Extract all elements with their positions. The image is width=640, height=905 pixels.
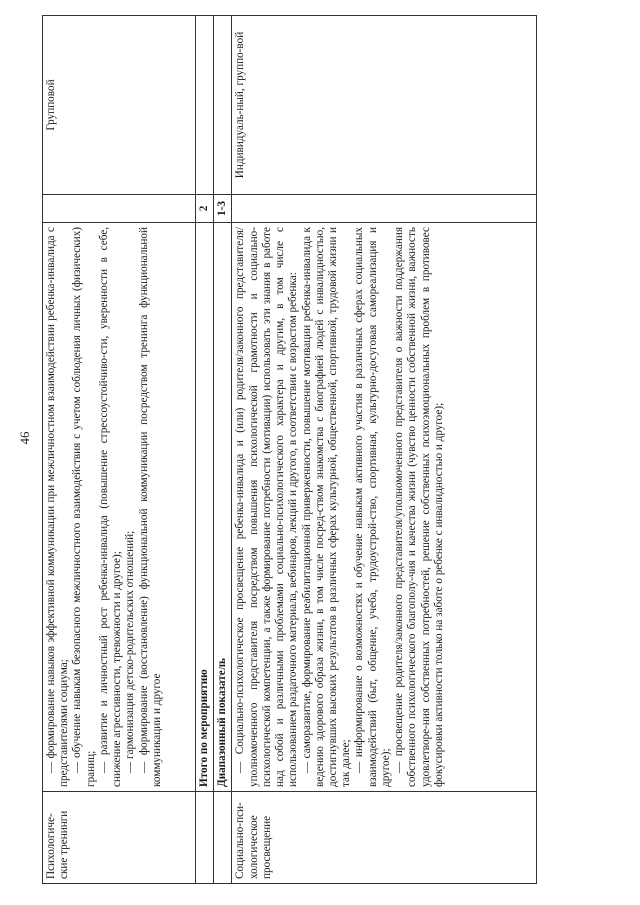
service-name-cell: Психологиче-ские тренинги: [43, 792, 196, 884]
list-item: — Социально-психологическое просвещение ребенка-инвалида и (или) родителя/законного представителя/уполномоченного представителя посредством повышения психологической грамотности и социально-психологической компетенции, а также формирование потребности (мотивации) использовать эти знания в работе над собой и различными проблемами социально-психологического характера и другим, в том числе с использованием раздаточного материала, вебинаров, лекций и другого, в соответствии с возрастом ребенка:: [234, 227, 300, 787]
list-item: — формирование навыков эффективной коммуникации при межличностном взаимодействии ребенка-инвалида с представителями социума;: [45, 227, 71, 787]
list-item: — просвещение родителя/законного представителя/уполномоченного представителя о важности поддержания собственного психологического благополу-чия и качества жизни (чувство ценности собственной жизни, важность удовлетворе-ния собственных потребностей, решение собственных психоэмоциональных проблем в противовес фокусировки активности только на заботе о ребенке с инвалидностью и другое);: [393, 227, 445, 787]
table-row: [232, 16, 537, 884]
list-item: — обучение навыкам безопасного межличностного взаимодействия с учетом соблюдения личных (физических) границ;: [71, 227, 97, 787]
rotated-document-table: [42, 31, 597, 884]
empty-cell: [214, 792, 232, 884]
total-value: 2: [196, 195, 214, 223]
rehabilitation-table: [42, 15, 537, 884]
form-cell: Индивидуаль-ный, группо-вой: [232, 16, 537, 195]
list-item: — саморазвитие, формирование реабилитационной приверженности, повышение мотивации ребенка-инвалида к ведению здорового образа жизни, в том числе посред-ством знакомства с биографией людей с инвалидностью, достигнувших высоких результатов в различных сферах культурной, общественной, спортивной, трудовой жизни и так далее;: [300, 227, 353, 787]
service-name-cell: Социально-пси-хологическое просвещение: [232, 792, 537, 884]
range-value: 1-3: [214, 195, 232, 223]
table-row: [214, 16, 232, 884]
count-cell: [43, 195, 196, 223]
list-item: — развитие и личностный рост ребенка-инвалида (повышение стрессоустойчиво-сти, уверенности в себе, снижение агрессивности, тревожности и другое);: [97, 227, 124, 787]
page-number: 46: [17, 431, 32, 445]
range-label: Диапазонный показатель: [214, 223, 232, 792]
content-cell: [43, 223, 196, 792]
count-cell: [232, 195, 537, 223]
list-item: — информирование о возможностях и обучение навыкам активного участия в различных сферах социальных взаимодействий (быт, общение, учеба, трудоустрой-ство, спортивная, культурно-досуговая самореализация и другое);: [353, 227, 392, 787]
table-row: [43, 16, 196, 884]
list-item: — гармонизация детско-родительских отношений;: [124, 530, 137, 773]
form-cell: Групповой: [43, 16, 196, 195]
total-label: Итого по мероприятию: [196, 223, 214, 792]
empty-cell: [196, 16, 214, 195]
list-item: — формирование (восстановление) функциональной коммуникации посредством тренинга функциональной коммуникации и другое: [137, 227, 163, 787]
table-row: [196, 16, 214, 884]
empty-cell: [214, 16, 232, 195]
empty-cell: [196, 792, 214, 884]
content-cell: [232, 223, 537, 792]
